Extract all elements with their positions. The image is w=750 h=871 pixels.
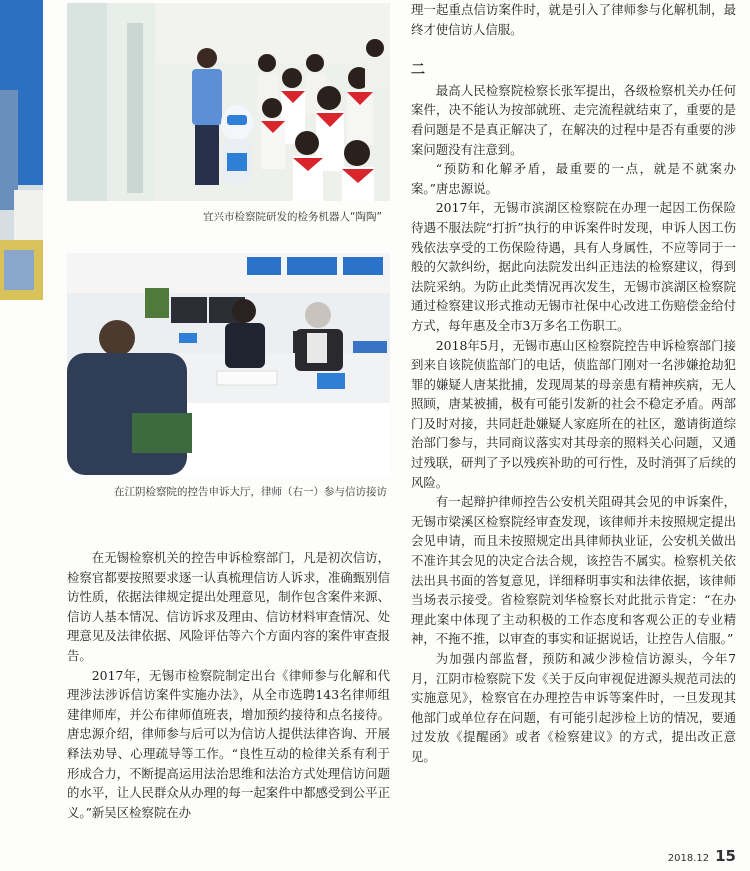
- page-footer: [668, 846, 736, 865]
- robot-photo-caption: 宜兴市检察院研发的检务机器人“陶陶”: [203, 211, 382, 223]
- issue-date: 2018.12: [667, 853, 710, 864]
- paragraph: 最高人民检察院检察长张军提出，各级检察机关办任何案件，决不能认为按部就班、走完流程就结束了，重要的是看问题是不是真正解决了，在解决的过程中是否有重要的涉案问题没有注意到。: [411, 82, 736, 157]
- continuation-paragraph: 理一起重点信访案件时，就是引入了律师参与化解机制，最终才使信访人信服。: [411, 2, 736, 37]
- reception-photo: [67, 253, 390, 475]
- paragraph: 有一起辩护律师控告公安机关阻碍其会见的申诉案件，无锡市梁溪区检察院经审查发现，该律师并未按照规定提出会见申请，而且未按照规定出具律师执业证，公安机关做出不准许其会见的决定合法合规，该控告不属实。检察机关依法出具书面的答复意见，详细释明事实和法律依据，该律师当场表示接受。省检察院刘华检察长对此批示肯定：“在办理此案中体现了主动积极的工作态度和客观公正的专业精神，不拖不推，以审查的事实和证据说话，让控告人信服。”: [411, 494, 736, 647]
- paragraph: 2017年，无锡市检察院制定出台《律师参与化解和代理涉法涉诉信访案件实施办法》，从全市选聘143名律师组建律师库，并公布律师值班表，增加预约接待和点名接待。唐忠源介绍，律师参与后可以为信访人提供法律咨询、开展释法劝导、心理疏导等工作。“良性互动的检律关系有利于形成合力，不断提高运用法治思维和法治方式处理信访问题的水平，让人民群众从办理的每一起案件中都感受到公平正义。”新吴区检察院在办: [67, 667, 390, 820]
- robot-photo: [67, 3, 390, 201]
- paragraph: 为加强内部监督，预防和减少涉检信访源头，今年7月，江阴市检察院下发《关于反向审视促进源头规范司法的实施意见》，检察官在办理控告申诉等案件时，一旦发现其他部门或单位存在问题，有可能引起涉检上访的情况，要通过发放《提醒函》或者《检察建议》的方式，提出改正意见。: [411, 651, 736, 764]
- paragraph: “预防和化解矛盾，最重要的一点，就是不就案办案。”唐忠源说。: [411, 161, 736, 196]
- right-text-column: [411, 0, 736, 767]
- left-edge-photo: [0, 0, 43, 300]
- page-number: 15: [715, 847, 736, 865]
- section-heading: 二: [411, 62, 425, 79]
- paragraph: 在无锡检察机关的控告申诉检察部门，凡是初次信访，检察官都要按照要求逐一认真梳理信访人诉求，准确甄别信访性质，依据法律规定提出处理意见，制作包含案件来源、信访人基本情况、信访诉求及理由、信访材料审查情况、处理意见及法律依据、风险评估等六个方面内容的案件审查报告。: [67, 550, 390, 663]
- paragraph: 2017年，无锡市滨湖区检察院在办理一起因工伤保险待遇不服法院“打折”执行的申诉案件时发现，申诉人因工伤残依法享受的工伤保险待遇，具有人身属性，不应等同于一般的欠款纠纷，据此向法院发出纠正违法的检察建议，得到法院采纳。为防止此类情况再次发生，无锡市滨湖区检察院通过检察建议形式推动无锡市社保中心改进工伤赔偿金给付方式，每年惠及全市3万多名工伤职工。: [411, 200, 736, 333]
- left-text-column: [67, 548, 390, 822]
- paragraph: 2018年5月，无锡市惠山区检察院控告申诉检察部门接到来自该院侦监部门的电话，侦监部门刚对一名涉嫌抢劫犯罪的嫌疑人唐某批捕，发现周某的母亲患有精神疾病，无人照顾，唐某被捕，极有可能引发新的社会不稳定矛盾。两部门及时对接，共同赶赴嫌疑人家庭所在的社区，邀请街道综治部门参与，共同商议落实对其母亲的照料关心问题，又通过残联，研判了予以残疾补助的可行性，及时消弭了后续的风险。: [411, 337, 736, 490]
- reception-photo-caption: 在江阴检察院的控告申诉大厅，律师（右一）参与信访接访: [114, 486, 387, 498]
